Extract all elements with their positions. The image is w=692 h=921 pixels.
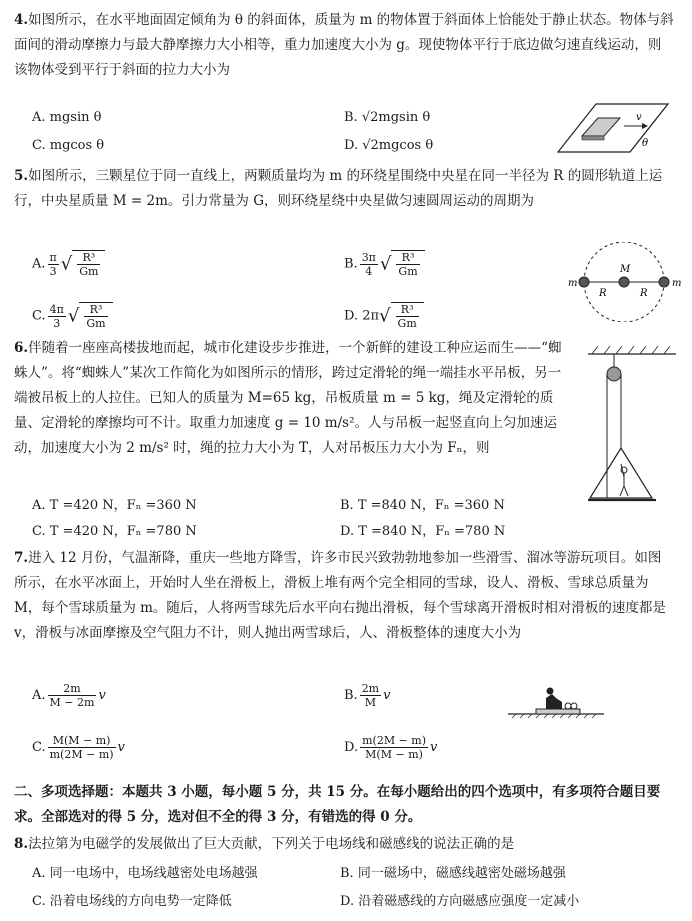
section-2-heading: 二、多项选择题：本题共 3 小题，每小题 5 分，共 15 分。在每小题给出的四个选项中，有多项符合题目要求。全部选对的得 5 分，选对但不全的得 3 分，有错选的得 0 分。 — [14, 784, 661, 825]
q4-option-b: B. √2mgsin θ — [344, 110, 431, 125]
question-6 — [14, 336, 570, 461]
q8-option-d: D. 沿着磁感线的方向磁感应强度一定减小 — [340, 894, 580, 909]
question-8 — [14, 832, 674, 857]
q7-option-b: B. $\frac{2m}{M}$ v — [344, 682, 391, 709]
q5-option-b: B. $\frac{3\pi}{4}$ √ $\frac{\text{R³}}{Gm}$ — [344, 250, 425, 278]
question-8-stem: 8.法拉第为电磁学的发展做出了巨大贡献，下列关于电场线和磁感线的说法正确的是 — [14, 836, 515, 852]
q7-sled-figure — [506, 684, 606, 720]
q8-option-c: C. 沿着电场线的方向电势一定降低 — [32, 894, 232, 909]
velocity-label: v — [636, 112, 642, 123]
snowball-1 — [565, 703, 571, 709]
q6-option-a: A. T =420 N，Fₙ =360 N — [32, 498, 197, 513]
q8-option-b: B. 同一磁场中，磁感线越密处磁场越强 — [340, 866, 566, 881]
question-5 — [14, 164, 674, 214]
question-4 — [14, 8, 674, 83]
q7-option-d: D. $\frac{m(2M - m)}{M(M - m)}$ v — [344, 734, 438, 761]
question-5-stem: 5.如图所示，三颗星位于同一直线上，两颗质量均为 m 的环绕星围绕中央星在同一半径为 R 的圆形轨道上运行，中央星质量 M = 2m。引力常量为 G，则环绕星绕中央星做匀速圆周运动的周期为 — [14, 168, 663, 209]
block-side — [582, 136, 604, 140]
q6-option-b: B. T =840 N，Fₙ =360 N — [340, 498, 505, 513]
label-m-left: m — [568, 278, 578, 289]
q5-option-a: A. $\frac{\pi}{3}$ √ $\frac{\text{R³}}{Gm}$ — [32, 250, 105, 278]
star-left — [579, 277, 589, 287]
q6-option-c: C. T =420 N，Fₙ =780 N — [32, 524, 197, 539]
q6-option-d: D. T =840 N，Fₙ =780 N — [340, 524, 506, 539]
pulley — [607, 367, 621, 381]
sled-board — [536, 709, 580, 714]
question-6-stem: 6.伴随着一座座高楼拔地而起，城市化建设步步推进，一个新鲜的建设工种应运而生——“蜘蛛人”。将“蜘蛛人”某次工作简化为如图所示的情形，跨过定滑轮的绳一端挂水平吊板，另一端被吊板上的人拉住。已知人的质量为 M=65 kg，吊板质量 m = 5 kg，绳及定滑轮的质量、定滑轮的摩擦均可不计。取重力加速度 g = 10 m/s²。人与吊板一起竖直向上匀加速运动，加速度大小为 2 m/s² 时，绳的拉力大小为 T，人对吊板压力大小为 Fₙ，则 — [14, 340, 562, 456]
question-4-stem: 4.如图所示，在水平地面固定倾角为 θ 的斜面体，质量为 m 的物体置于斜面体上恰能处于静止状态。物体与斜面间的滑动摩擦力与最大静摩擦力大小相等，重力加速度大小为 g。现使物体平行于底边做匀速直线运动，则该物体受到平行于斜面的拉力大小为 — [14, 12, 674, 78]
q5-three-star-figure — [566, 242, 682, 322]
q6-pulley-figure — [584, 340, 680, 510]
velocity-arrowhead — [642, 123, 648, 129]
label-R-right: R — [640, 288, 648, 299]
q5-option-d: D. 2π√ $\frac{\text{R³}}{Gm}$ — [344, 302, 424, 330]
q4-option-d: D. √2mgcos θ — [344, 138, 434, 153]
angle-label: θ — [642, 138, 649, 149]
block — [582, 118, 620, 136]
ceiling-hatching — [592, 346, 670, 354]
incline-surface — [558, 104, 668, 152]
q8-option-a: A. 同一电场中，电场线越密处电场越强 — [32, 866, 258, 881]
label-R-left: R — [599, 288, 607, 299]
q7-option-a: A. $\frac{2m}{M - 2m}$ v — [32, 682, 106, 709]
hanging-frame — [590, 448, 652, 498]
q5-option-c: C. $\frac{4\pi}{3}$ √ $\frac{\text{R³}}{Gm}$ — [32, 302, 113, 330]
person-head — [547, 688, 554, 695]
label-M: M — [620, 264, 631, 275]
snowball-2 — [571, 703, 577, 709]
question-7 — [14, 546, 674, 646]
star-right — [659, 277, 669, 287]
label-m-right: m — [672, 278, 682, 289]
q4-option-c: C. mgcos θ — [32, 138, 105, 153]
q7-option-c: C. $\frac{M(M - m)}{m(2M - m)}$ v — [32, 734, 125, 761]
person-on-sled — [546, 694, 562, 709]
q4-option-a: A. mgsin θ — [32, 110, 102, 125]
question-7-stem: 7.进入 12 月份，气温渐降，重庆一些地方降雪，许多市民兴致勃勃地参加一些滑雪、溜冰等游玩项目。如图所示，在水平冰面上，开始时人坐在滑板上，滑板上堆有两个完全相同的雪球，设人、滑板、雪球总质量为 M，每个雪球质量为 m。随后，人将两雪球先后水平向右抛出滑板，每个雪球离开滑板时相对滑板的速度都是 v，滑板与冰面摩擦及空气阻力不计，则人抛出两雪球后，人、滑板整体的速度大小为 — [14, 550, 666, 641]
star-center — [619, 277, 629, 287]
q4-incline-figure — [556, 96, 672, 158]
